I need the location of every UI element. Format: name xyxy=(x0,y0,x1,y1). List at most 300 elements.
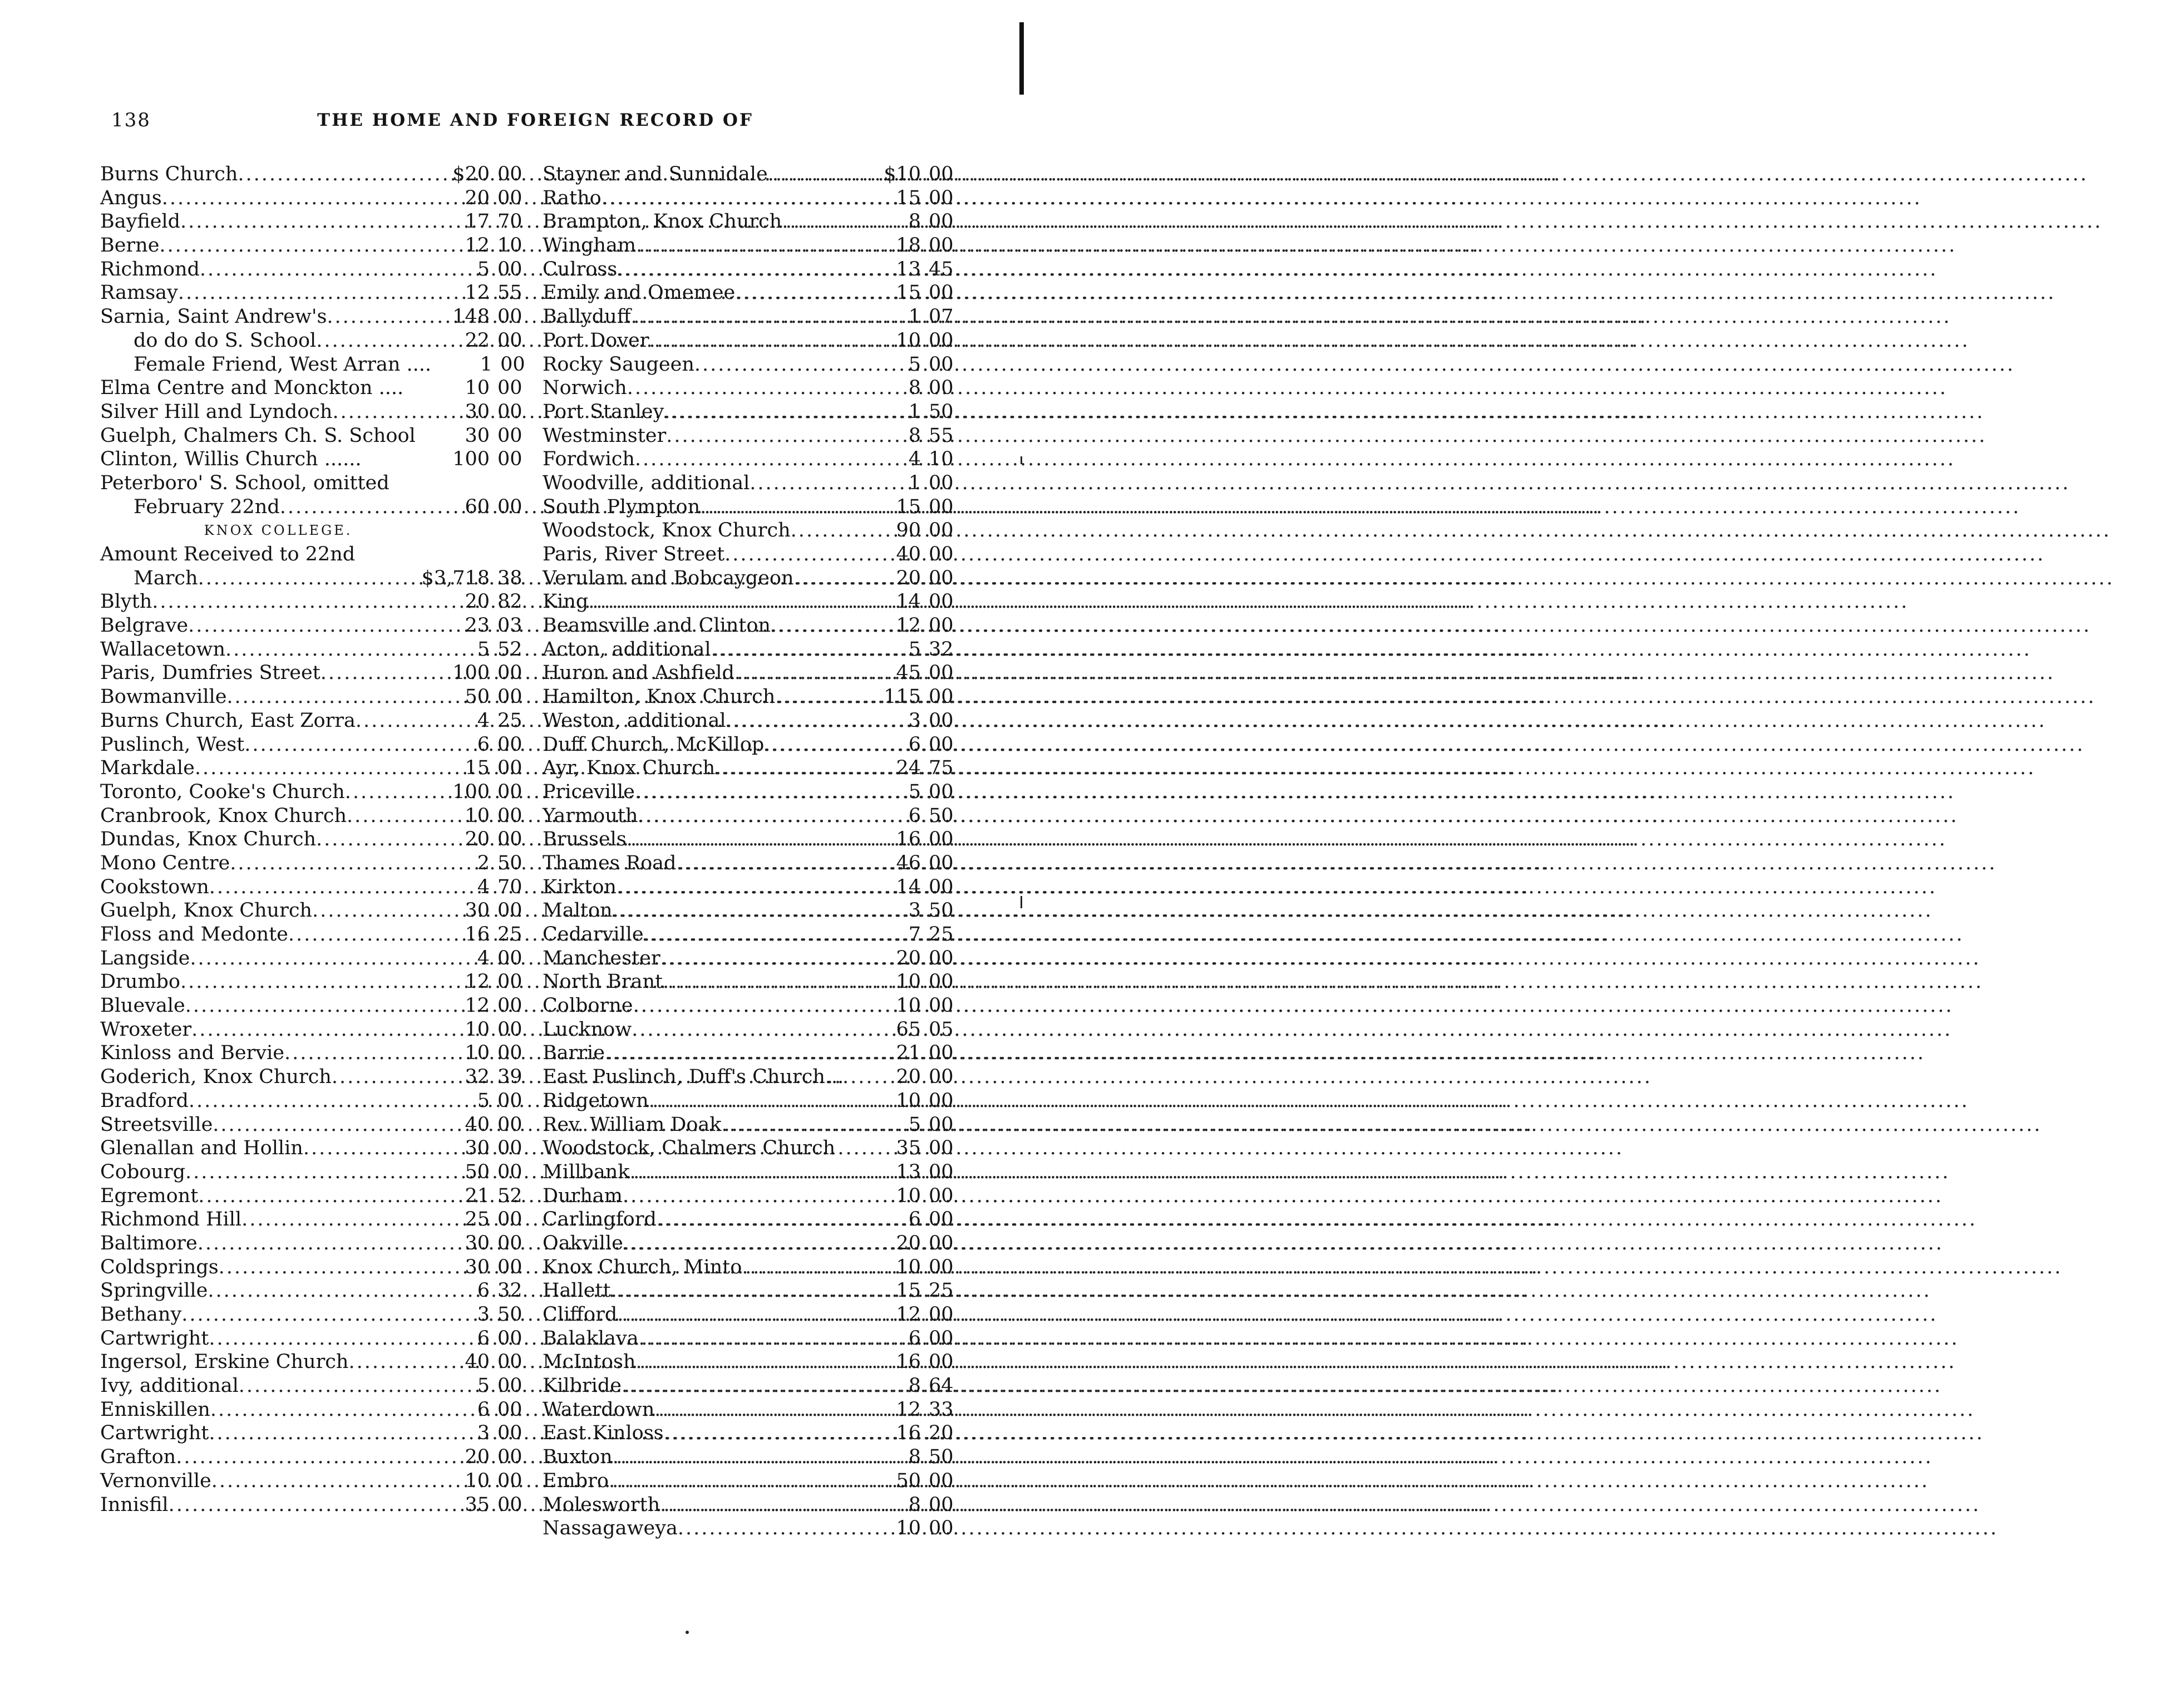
entry-dollars: 23 xyxy=(465,614,490,637)
entry-name: do do do S. School xyxy=(134,329,317,352)
entry-dollars: 13 xyxy=(896,1160,921,1183)
dot-leader xyxy=(639,1327,876,1351)
entry-name: Kinloss and Bervie xyxy=(100,1042,284,1065)
entry-cents: 00 xyxy=(497,995,522,1017)
entry-cents: 75 xyxy=(929,757,954,780)
dot-leader xyxy=(321,661,440,685)
entry-name: Port Stanley xyxy=(543,400,664,423)
entry-cents: 00 xyxy=(929,1469,954,1492)
ledger-entry xyxy=(100,851,523,875)
entry-name: East Kinloss xyxy=(543,1422,664,1445)
entry-name: Ridgetown xyxy=(543,1089,649,1112)
entry-dollars: 12 xyxy=(465,234,490,257)
dot-leader xyxy=(191,1018,440,1042)
entry-cents: 00 xyxy=(497,1018,522,1041)
ledger-entry xyxy=(543,1065,954,1089)
entry-cents: 00 xyxy=(497,1232,522,1254)
entry-cents: 00 xyxy=(497,1327,522,1350)
entry-name: Burns Church xyxy=(100,163,238,185)
entry-cents: 00 xyxy=(929,377,954,400)
dot-leader xyxy=(654,1398,876,1422)
entry-cents: 50 xyxy=(497,851,522,874)
entry-cents: 00 xyxy=(497,780,522,803)
ledger-entry xyxy=(100,1493,523,1517)
entry-cents: 00 xyxy=(929,1256,954,1278)
entry-dollars: 3 xyxy=(908,899,921,922)
entry-cents: 00 xyxy=(929,1137,954,1160)
section-heading: KNOX COLLEGE. xyxy=(204,523,353,539)
ledger-entry xyxy=(100,424,523,448)
entry-cents: 00 xyxy=(929,995,954,1017)
entry-cents: 00 xyxy=(497,329,522,352)
entry-dollars: 1 xyxy=(480,353,493,376)
entry-name: Langside xyxy=(100,947,190,969)
entry-dollars: 4 xyxy=(477,947,490,969)
entry-name: Floss and Medonte xyxy=(100,923,288,946)
entry-dollars: 14 xyxy=(896,590,921,613)
entry-name: Springville xyxy=(100,1279,208,1302)
entry-dollars: 5 xyxy=(477,1375,490,1397)
entry-cents: 00 xyxy=(929,686,954,708)
entry-name: Paris, River Street xyxy=(543,543,725,565)
entry-dollars: 6 xyxy=(477,733,490,756)
entry-dollars: 20 xyxy=(896,567,921,589)
entry-dollars: 8 xyxy=(908,377,921,400)
ledger-entry xyxy=(543,1256,954,1279)
entry-dollars: 3 xyxy=(477,1303,490,1326)
ledger-entry xyxy=(543,661,954,685)
ledger-entry xyxy=(100,1018,523,1042)
ledger-entry xyxy=(543,1208,954,1232)
running-title: THE HOME AND FOREIGN RECORD OF xyxy=(317,110,753,130)
entry-cents: 05 xyxy=(929,1018,954,1041)
ledger-entry xyxy=(100,1327,523,1351)
entry-cents: 70 xyxy=(497,210,522,233)
dot-leader xyxy=(635,780,876,804)
entry-dollars: 16 xyxy=(896,1351,921,1374)
entry-cents: 50 xyxy=(929,804,954,827)
entry-dollars: 50 xyxy=(465,1160,490,1183)
entry-name: Emily and Omemee xyxy=(543,282,736,304)
dot-leader xyxy=(230,851,440,875)
dot-leader xyxy=(775,685,876,709)
ledger-entry xyxy=(100,780,523,804)
ledger-entry xyxy=(543,1469,954,1493)
entry-name: Port Dover xyxy=(543,329,649,352)
entry-dollars: 30 xyxy=(465,899,490,922)
dot-leader xyxy=(721,1113,876,1137)
entry-cents: 32 xyxy=(497,1279,522,1302)
entry-dollars: 12 xyxy=(465,995,490,1017)
ledger-entry xyxy=(100,1065,523,1089)
ledger-entry xyxy=(100,1232,523,1256)
entry-name: McIntosh xyxy=(543,1351,636,1374)
entry-dollars: 15 xyxy=(465,757,490,780)
ledger-entry xyxy=(543,1398,954,1422)
entry-name: Peterboro' S. School, omitted xyxy=(100,471,390,494)
entry-name: Lucknow xyxy=(543,1018,632,1041)
entry-dollars: 40 xyxy=(465,1351,490,1374)
dot-leader xyxy=(316,828,440,851)
dot-leader xyxy=(771,614,876,638)
dot-leader xyxy=(638,804,876,828)
entry-cents: 50 xyxy=(929,1446,954,1469)
entry-name: Molesworth xyxy=(543,1493,660,1516)
entry-name: March xyxy=(134,567,198,589)
dot-leader xyxy=(327,305,440,329)
entry-dollars: 4 xyxy=(477,709,490,732)
entry-name: Markdale xyxy=(100,757,195,780)
entry-name: Richmond xyxy=(100,258,200,280)
ledger-entry xyxy=(543,685,954,709)
entry-cents: 00 xyxy=(497,1351,522,1374)
ledger-entry xyxy=(100,923,523,947)
entry-cents: 00 xyxy=(929,971,954,993)
ledger-entry xyxy=(100,1113,523,1137)
ledger-entry xyxy=(100,1256,523,1279)
entry-dollars: 10 xyxy=(896,1089,921,1112)
entry-cents: 00 xyxy=(929,519,954,542)
dot-leader xyxy=(198,1184,440,1208)
dot-leader xyxy=(664,1421,876,1445)
entry-dollars: 6 xyxy=(477,1398,490,1421)
dot-leader xyxy=(208,1279,440,1303)
entry-dollars: 45 xyxy=(896,662,921,685)
ledger-entry xyxy=(543,614,954,638)
entry-cents: 00 xyxy=(929,495,954,518)
entry-cents: 00 xyxy=(929,1066,954,1089)
entry-dollars: 100 xyxy=(452,662,490,685)
ledger-entry xyxy=(543,1136,954,1160)
dot-leader xyxy=(633,994,876,1018)
entry-dollars: 5 xyxy=(908,638,921,661)
dot-leader xyxy=(190,947,440,971)
entry-dollars: 21 xyxy=(896,1042,921,1065)
entry-name: Thames Road xyxy=(543,851,677,874)
entry-name: Sarnia, Saint Andrew's xyxy=(100,306,327,328)
dot-leader xyxy=(764,733,876,757)
entry-name: Westminster xyxy=(543,424,667,447)
entry-dollars: $10 xyxy=(884,163,921,185)
ledger-entry xyxy=(543,923,954,947)
entry-name: Wingham xyxy=(543,234,637,257)
entry-name: Wroxeter xyxy=(100,1018,192,1041)
dot-leader xyxy=(348,1350,440,1374)
entry-cents: 00 xyxy=(929,471,954,494)
entry-cents: 45 xyxy=(929,258,954,280)
entry-dollars: 10 xyxy=(896,995,921,1017)
dot-leader xyxy=(649,1089,876,1113)
ledger-entry xyxy=(100,1279,523,1303)
dot-leader xyxy=(617,258,876,282)
entry-dollars: 8 xyxy=(908,1493,921,1516)
ledger-entry xyxy=(543,1421,954,1445)
dot-leader xyxy=(726,709,876,733)
entry-dollars: 21 xyxy=(465,1184,490,1207)
ledger-entry xyxy=(100,638,523,662)
entry-cents: 70 xyxy=(497,875,522,898)
entry-name: Burns Church, East Zorra xyxy=(100,709,356,732)
entry-name: Bradford xyxy=(100,1089,189,1112)
dot-leader xyxy=(198,1232,440,1256)
entry-name: Puslinch, West xyxy=(100,733,245,756)
entry-name: Streetsville xyxy=(100,1113,213,1136)
ledger-entry xyxy=(100,567,523,590)
entry-dollars: 20 xyxy=(465,590,490,613)
entry-dollars: 30 xyxy=(465,1232,490,1254)
entry-cents: 00 xyxy=(929,1327,954,1350)
entry-name: Bethany xyxy=(100,1303,182,1326)
dot-leader xyxy=(644,923,876,947)
ledger-entry xyxy=(543,851,954,875)
entry-cents: 10 xyxy=(497,234,522,257)
entry-name: Ballyduff xyxy=(543,306,631,328)
entry-dollars: 3 xyxy=(908,709,921,732)
entry-name: Cookstown xyxy=(100,875,209,898)
entry-cents: 38 xyxy=(497,567,522,589)
dot-leader xyxy=(664,400,876,424)
entry-name: Woodstock, Chalmers Church xyxy=(543,1137,836,1160)
dot-leader xyxy=(700,495,876,519)
entry-name: Barrie xyxy=(543,1042,605,1065)
dot-leader xyxy=(649,329,876,353)
entry-cents: 00 xyxy=(929,1089,954,1112)
entry-cents: 00 xyxy=(497,1375,522,1397)
ledger-entry xyxy=(543,258,954,282)
ledger-entry xyxy=(543,1018,954,1042)
entry-name: Beamsville and Clinton xyxy=(543,614,771,637)
ledger-entry xyxy=(543,638,954,662)
dot-leader xyxy=(280,495,440,519)
ledger-entry xyxy=(100,1469,523,1493)
ledger-entry xyxy=(100,329,523,353)
entry-name: Toronto, Cooke's Church xyxy=(100,780,345,803)
right-column xyxy=(543,163,954,1540)
entry-name: February 22nd xyxy=(134,495,280,518)
entry-dollars: 20 xyxy=(465,828,490,851)
dot-leader xyxy=(623,1232,876,1256)
dot-leader xyxy=(180,210,440,234)
entry-cents: 00 xyxy=(929,780,954,803)
dot-leader xyxy=(185,1160,440,1184)
ledger-entry xyxy=(100,1208,523,1232)
ledger-entry xyxy=(100,1445,523,1469)
ledger-entry xyxy=(543,281,954,305)
entry-cents: 00 xyxy=(929,875,954,898)
entry-dollars: 10 xyxy=(896,1256,921,1278)
dot-leader xyxy=(623,1184,876,1208)
left-column xyxy=(100,163,523,1517)
entry-name: Durham xyxy=(543,1184,623,1207)
entry-cents: 00 xyxy=(497,1493,522,1516)
entry-name: Stayner and Sunnidale xyxy=(543,163,768,185)
entry-cents: 00 xyxy=(497,1113,522,1136)
entry-cents: 00 xyxy=(497,377,522,400)
entry-cents: 00 xyxy=(497,1042,522,1065)
entry-dollars: 8 xyxy=(908,1446,921,1469)
ledger-entry xyxy=(543,234,954,258)
dot-leader xyxy=(209,1421,440,1445)
entry-dollars: 5 xyxy=(908,1113,921,1136)
ledger-entry xyxy=(100,875,523,899)
dot-leader xyxy=(602,186,876,210)
ledger-entry xyxy=(100,756,523,780)
entry-dollars: 30 xyxy=(465,424,490,447)
entry-dollars: 10 xyxy=(465,1018,490,1041)
entry-cents: 25 xyxy=(497,709,522,732)
entry-cents: 00 xyxy=(929,1208,954,1231)
page-number: 138 xyxy=(111,109,151,131)
ledger-entry xyxy=(543,305,954,329)
entry-name: King xyxy=(543,590,589,613)
entry-dollars: 40 xyxy=(896,543,921,565)
ledger-entry xyxy=(543,1160,954,1184)
entry-name: Buxton xyxy=(543,1446,613,1469)
entry-dollars: 5 xyxy=(477,258,490,280)
dot-leader xyxy=(588,590,876,614)
entry-name: Kilbride xyxy=(543,1375,622,1397)
entry-cents: 00 xyxy=(497,733,522,756)
entry-dollars: 30 xyxy=(465,1256,490,1278)
entry-name: Colborne xyxy=(543,995,633,1017)
ledger-entry xyxy=(543,709,954,733)
entry-name: Millbank xyxy=(543,1160,630,1183)
entry-name: Malton xyxy=(543,899,613,922)
entry-dollars: 4 xyxy=(477,875,490,898)
entry-cents: 00 xyxy=(497,495,522,518)
entry-name: Priceville xyxy=(543,780,635,803)
page-edge-mark xyxy=(1019,22,1024,95)
entry-cents: 50 xyxy=(497,1303,522,1326)
entry-cents: 00 xyxy=(497,400,522,423)
entry-dollars: 6 xyxy=(477,1327,490,1350)
dot-leader xyxy=(627,376,876,400)
dot-leader xyxy=(210,1398,440,1422)
entry-cents: 00 xyxy=(929,543,954,565)
dot-leader xyxy=(225,638,440,662)
dot-leader xyxy=(678,1517,876,1540)
entry-name: Huron and Ashfield xyxy=(543,662,735,685)
ledger-entry xyxy=(100,1398,523,1422)
dot-leader xyxy=(178,281,440,305)
entry-cents: 10 xyxy=(929,448,954,471)
entry-dollars: 1 xyxy=(908,400,921,423)
entry-name: Embro xyxy=(543,1469,609,1492)
entry-dollars: 20 xyxy=(896,947,921,969)
dot-leader xyxy=(711,638,876,662)
ledger-entry xyxy=(100,970,523,994)
entry-name: Silver Hill and Lyndoch xyxy=(100,400,333,423)
entry-cents: 00 xyxy=(929,590,954,613)
ledger-entry xyxy=(543,1374,954,1398)
entry-name: Brussels xyxy=(543,828,627,851)
entry-dollars: 60 xyxy=(465,495,490,518)
dot-leader xyxy=(715,756,876,780)
ledger-entry xyxy=(100,543,523,567)
ledger-entry xyxy=(543,163,954,186)
dot-leader xyxy=(181,1303,440,1327)
entry-cents: 52 xyxy=(497,638,522,661)
entry-dollars: 14 xyxy=(896,875,921,898)
dot-leader xyxy=(316,329,440,353)
ledger-entry xyxy=(100,186,523,210)
ledger-entry xyxy=(543,828,954,851)
dot-leader xyxy=(617,875,876,899)
dot-leader xyxy=(791,519,876,543)
entry-dollars: 17 xyxy=(465,210,490,233)
entry-dollars: 35 xyxy=(465,1493,490,1516)
ledger-entry xyxy=(543,1327,954,1351)
ledger-entry xyxy=(100,1421,523,1445)
ledger-entry xyxy=(100,709,523,733)
entry-name: Enniskillen xyxy=(100,1398,210,1421)
entry-name: Yarmouth xyxy=(543,804,638,827)
ink-speck xyxy=(686,1631,689,1634)
ledger-entry xyxy=(543,567,954,590)
entry-cents: 03 xyxy=(497,614,522,637)
dot-leader xyxy=(782,210,876,234)
entry-name: Blyth xyxy=(100,590,152,613)
dot-leader xyxy=(666,424,876,448)
entry-name: Egremont xyxy=(100,1184,199,1207)
ledger-entry xyxy=(100,1350,523,1374)
dot-leader xyxy=(152,590,440,614)
entry-dollars: 10 xyxy=(896,1184,921,1207)
entry-dollars: 24 xyxy=(896,757,921,780)
dot-leader xyxy=(200,258,440,282)
entry-name: Elma Centre and Monckton .... xyxy=(100,377,404,400)
entry-dollars: $20 xyxy=(452,163,490,185)
entry-cents: 00 xyxy=(929,828,954,851)
entry-dollars: 100 xyxy=(452,448,490,471)
dot-leader xyxy=(750,471,876,495)
entry-dollars: 50 xyxy=(896,1469,921,1492)
ledger-entry xyxy=(100,210,523,234)
dot-leader xyxy=(219,1256,440,1279)
entry-cents: 00 xyxy=(497,448,522,471)
entry-dollars: 18 xyxy=(896,234,921,257)
entry-cents: 00 xyxy=(929,567,954,589)
dot-leader xyxy=(244,733,440,757)
entry-name: Nassagaweya xyxy=(543,1517,678,1540)
entry-name: Manchester xyxy=(543,947,660,969)
ledger-entry xyxy=(100,163,523,186)
entry-dollars: 22 xyxy=(465,329,490,352)
entry-dollars: 20 xyxy=(465,186,490,209)
entry-dollars: 15 xyxy=(896,186,921,209)
dot-leader xyxy=(176,1445,440,1469)
entry-cents: 00 xyxy=(497,899,522,922)
ledger-entry xyxy=(543,733,954,757)
entry-dollars: 12 xyxy=(896,614,921,637)
dot-leader xyxy=(663,970,876,994)
dot-leader xyxy=(303,1136,440,1160)
entry-cents: 00 xyxy=(497,1208,522,1231)
entry-name: Weston, additional xyxy=(543,709,726,732)
ledger-entry xyxy=(543,780,954,804)
entry-cents: 00 xyxy=(929,282,954,304)
entry-name: Grafton xyxy=(100,1446,176,1469)
dot-leader xyxy=(613,899,876,923)
entry-name: South Plympton xyxy=(543,495,701,518)
ledger-entry xyxy=(543,1517,954,1540)
ledger-entry xyxy=(100,733,523,757)
entry-cents: 00 xyxy=(497,1256,522,1278)
entry-cents: 25 xyxy=(929,923,954,946)
entry-cents: 33 xyxy=(929,1398,954,1421)
entry-cents: 00 xyxy=(929,1493,954,1516)
entry-name: Bluevale xyxy=(100,995,185,1017)
